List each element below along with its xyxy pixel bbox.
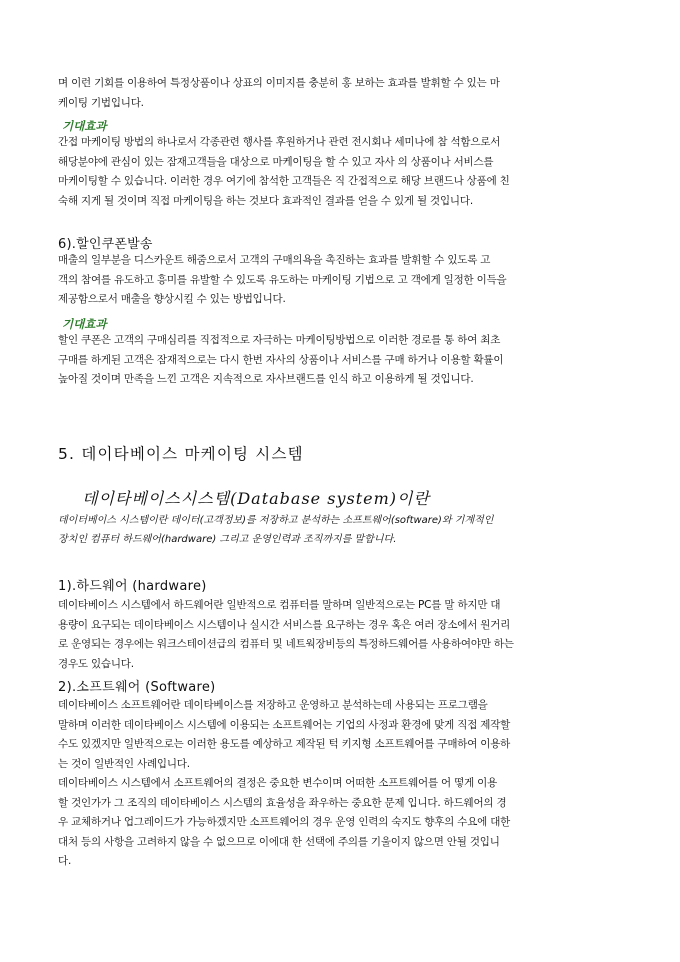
text-line: 매출의 일부분을 디스카운트 해줌으로서 고객의 구매의욕을 촉진하는 효과를 발휘할 수 있도록 고 <box>58 254 491 266</box>
section-6-title: 6).할인쿠폰발송 <box>58 237 153 252</box>
text-line: 수도 있겠지만 일반적으로는 이러한 용도를 예상하고 제작된 턱 키지형 소프트웨어를 구매하여 이용하 <box>58 738 511 750</box>
section-6-paragraph <box>58 251 622 310</box>
text-line: 제공함으로서 매출을 향상시킬 수 있는 방법입니다. <box>58 293 286 305</box>
software-paragraph <box>58 696 622 872</box>
expected-effect-heading-2: 기대효과 <box>62 317 107 331</box>
text-line: 구매를 하게된 고객은 잠재적으로는 다시 한번 자사의 상품이나 서비스를 구매 하거나 이용할 확률이 <box>58 353 504 366</box>
software-title: 2).소프트웨어 (Software) <box>58 680 216 695</box>
expected-effect-heading: 기대효과 <box>62 119 107 133</box>
db-system-paragraph <box>58 511 622 549</box>
text-line: 마케이팅할 수 있습니다. 이러한 경우 여기에 참석한 고객들은 직 간접적으로 해당 브랜드나 상품에 친 <box>58 175 510 187</box>
text-line: 는 것이 일반적인 사례입니다. <box>58 757 190 770</box>
text-line: 대처 등의 사항을 고려하지 않을 수 없으므로 이에대 한 선택에 주의를 기울이지 않으면 안될 것입니 <box>58 835 500 848</box>
text-line: 데이타베이스 소프트웨어란 데이타베이스를 저장하고 운영하고 분석하는데 사용되는 프로그램을 <box>58 699 488 711</box>
text-line: 케이팅 기법입니다. <box>58 96 144 109</box>
intro-paragraph <box>58 74 622 113</box>
text-line: 데이타베이스 시스템에서 하드웨어란 일반적으로 컴퓨터를 말하며 일반적으로는 PC를 말 하지만 대 <box>58 599 501 611</box>
text-line: 높아질 것이며 만족을 느낀 고객은 지속적으로 자사브랜드를 인식 하고 이용하게 될 것입니다. <box>58 373 474 385</box>
text-line: 로 운영되는 경우에는 워크스테이션급의 컴퓨터 및 네트웍장비등의 특정하드웨어를 사용하여야만 하는 <box>58 638 514 650</box>
text-line: 경우도 있습니다. <box>58 657 134 670</box>
text-line: 다. <box>58 855 72 867</box>
expected-effect-paragraph <box>58 133 622 211</box>
text-line: 숙해 지게 될 것이며 직접 마케이팅을 하는 것보다 효과적인 결과를 얻을 수 있게 될 것입니다. <box>58 194 473 207</box>
text-line: 말하며 이러한 데이타베이스 시스템에 이용되는 소프트웨어는 기업의 사정과 환경에 맞게 직접 제작할 <box>58 718 511 731</box>
section-5-title: 5. 데이타베이스 마케이팅 시스템 <box>58 445 304 463</box>
text-line: 장치인 컴퓨터 하드웨어(hardware) 그리고 운영인력과 조직까지를 말합니다. <box>58 534 397 545</box>
text-line: 할 것인가가 그 조직의 데이타베이스 시스템의 효율성을 좌우하는 중요한 문제 입니다. 하드웨어의 경 <box>58 796 507 809</box>
text-line: 할인 쿠폰은 고객의 구매심리를 직접적으로 자극하는 마케이팅방법으로 이러한 경로를 통 하여 최초 <box>58 334 501 346</box>
text-line: 해당분야에 관심이 있는 잠재고객들을 대상으로 마케이팅을 할 수 있고 자사 의 상품이나 서비스를 <box>58 155 494 168</box>
text-line: 데이터베이스 시스템이란 데이터(고객정보)를 저장하고 분석하는 소프트웨어(software)와 기계적인 <box>58 515 494 526</box>
text-line: 객의 참여를 유도하고 흥미를 유발할 수 있도록 유도하는 마케이팅 기법으로 고 객에게 일정한 이득을 <box>58 273 507 286</box>
text-line: 용량이 요구되는 데이타베이스 시스템이나 실시간 서비스를 요구하는 경우 혹은 여러 장소에서 원거리 <box>58 618 511 631</box>
hardware-title: 1).하드웨어 (hardware) <box>58 579 207 594</box>
db-system-heading: 데이타베이스시스템(Database system)이란 <box>82 489 430 508</box>
text-line: 며 이런 기회를 이용하여 특정상품이나 상표의 이미지를 충분히 홍 보하는 효과를 발휘할 수 있는 마 <box>58 77 500 89</box>
text-line: 데이타베이스 시스템에서 소프트웨어의 결정은 중요한 변수이며 어떠한 소프트웨어를 어 떻게 이용 <box>58 777 498 789</box>
text-line: 우 교체하거나 업그레이드가 가능하겠지만 소프트웨어의 경우 운영 인력의 숙지도 향후의 수요에 대한 <box>58 816 511 828</box>
hardware-paragraph <box>58 596 622 674</box>
expected-effect-paragraph-2 <box>58 331 622 390</box>
text-line: 간접 마케이팅 방법의 하나로서 각종관련 행사를 후원하거나 관련 전시회나 세미나에 참 석함으로서 <box>58 136 501 148</box>
